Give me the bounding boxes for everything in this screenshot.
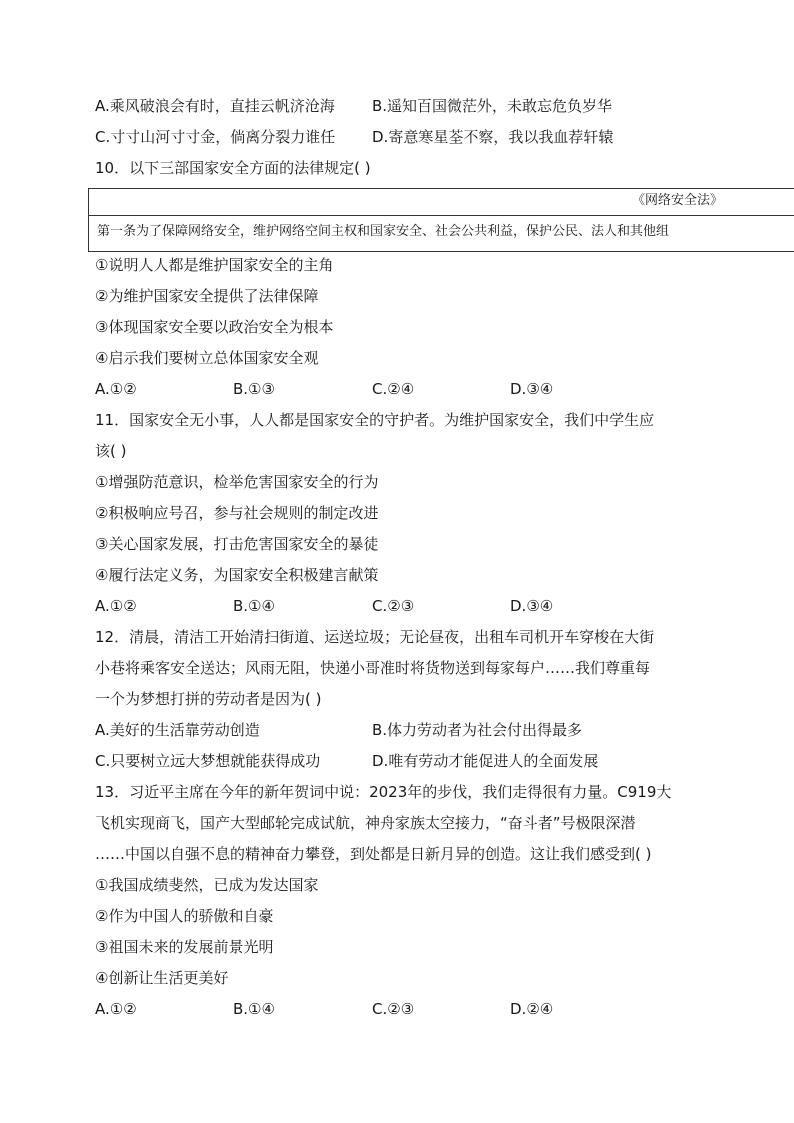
law-box-divider [89,215,794,216]
q11-item-2: ②积极响应号召，参与社会规则的制定改进 [95,504,379,522]
q12-stem-line-3: 一个为梦想打拼的劳动者是因为( ) [95,690,322,708]
q13-stem-line-1: 13．习近平主席在今年的新年贺词中说：2023年的步伐，我们走得很有力量。C919大 [95,783,672,801]
q13-stem-line-2: 飞机实现商飞，国产大型邮轮完成试航，神舟家族太空接力，“奋斗者”号极限深潜 [95,814,636,832]
q13-option-a: A.①② [95,1000,137,1018]
q12-option-c: C.只要树立远大梦想就能获得成功 [95,752,321,770]
q10-item-3: ③体现国家安全要以政治安全为根本 [95,318,334,336]
law-article-text: 第一条为了保障网络安全，维护网络空间主权和国家安全、社会公共利益，保护公民、法人和其他组 [97,224,670,239]
q9-option-c: C.寸寸山河寸寸金，倘离分裂力谁任 [95,128,336,146]
q9-option-a: A.乘风破浪会有时，直挂云帆济沧海 [95,97,335,115]
q9-option-d: D.寄意寒星荃不察，我以我血荐轩辕 [372,128,614,146]
law-title: 《网络安全法》 [631,193,723,208]
q11-item-1: ①增强防范意识，检举危害国家安全的行为 [95,473,379,491]
q13-stem-line-3: ……中国以自强不息的精神奋力攀登，到处都是日新月异的创造。这让我们感受到( ) [95,845,652,863]
law-excerpt-box [88,188,794,252]
q13-option-d: D.②④ [510,1000,554,1018]
q12-option-b: B.体力劳动者为社会付出得最多 [372,721,583,739]
q13-item-3: ③祖国未来的发展前景光明 [95,938,274,956]
q9-option-b: B.遥知百国微茫外，未敢忘危负岁华 [372,97,613,115]
q13-item-2: ②作为中国人的骄傲和自豪 [95,907,274,925]
q10-option-b: B.①③ [233,380,275,398]
q11-stem-line-2: 该( ) [95,442,127,460]
q11-option-d: D.③④ [510,597,554,615]
q10-item-2: ②为维护国家安全提供了法律保障 [95,287,319,305]
q12-option-a: A.美好的生活靠劳动创造 [95,721,260,739]
q13-option-b: B.①④ [233,1000,275,1018]
q12-option-d: D.唯有劳动才能促进人的全面发展 [372,752,599,770]
q13-item-4: ④创新让生活更美好 [95,969,229,987]
q12-stem-line-2: 小巷将乘客安全送达；风雨无阻，快递小哥准时将货物送到每家每户……我们尊重每 [95,659,651,677]
q11-option-c: C.②③ [372,597,415,615]
q11-stem-line-1: 11．国家安全无小事，人人都是国家安全的守护者。为维护国家安全，我们中学生应 [95,411,655,429]
q11-option-b: B.①④ [233,597,275,615]
q13-item-1: ①我国成绩斐然，已成为发达国家 [95,876,319,894]
q11-option-a: A.①② [95,597,137,615]
q10-option-d: D.③④ [510,380,554,398]
q12-stem-line-1: 12．清晨，清洁工开始清扫街道、运送垃圾；无论昼夜，出租车司机开车穿梭在大街 [95,628,655,646]
q10-option-a: A.①② [95,380,137,398]
q11-item-4: ④履行法定义务，为国家安全积极建言献策 [95,566,379,584]
q10-item-4: ④启示我们要树立总体国家安全观 [95,349,319,367]
q11-item-3: ③关心国家发展，打击危害国家安全的暴徒 [95,535,379,553]
q10-option-c: C.②④ [372,380,415,398]
q10-stem: 10．以下三部国家安全方面的法律规定( ) [95,159,371,177]
q13-option-c: C.②③ [372,1000,415,1018]
q10-item-1: ①说明人人都是维护国家安全的主角 [95,256,334,274]
